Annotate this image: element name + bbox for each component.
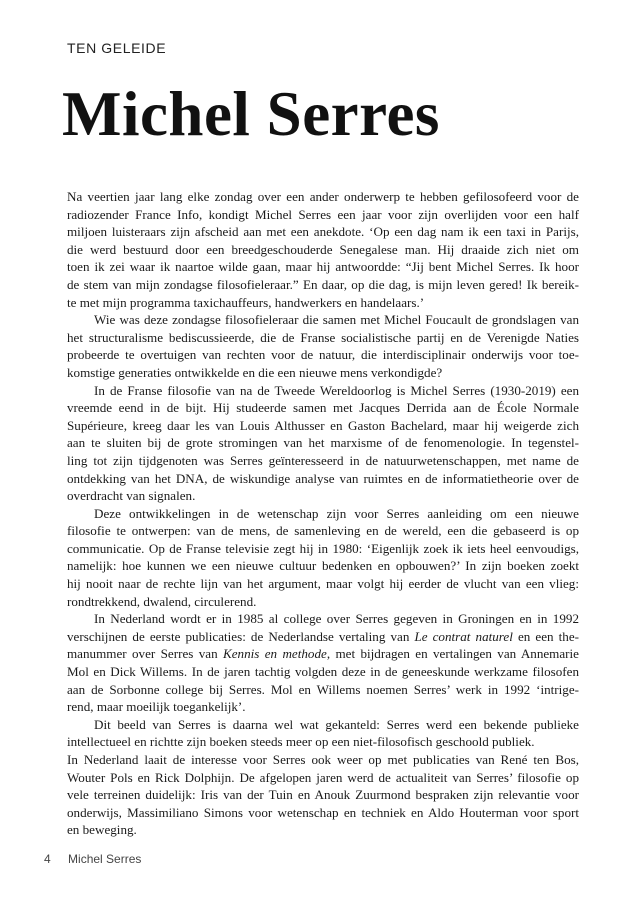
text-line: de stem van mijn zondagse filosofieleraar.” En daar, op die dag, is mijn leven gered! Ik bereik-: [67, 276, 579, 292]
text-line: In Nederland laait de interesse voor Serres ook weer op met publicaties van René ten Bos,: [67, 752, 579, 767]
text-line: communicatie. Op de Franse televisie zegt hij in 1980: ‘Eigenlijk zoek ik iets heel eenvoudigs,: [67, 540, 579, 556]
page-footer: [44, 852, 141, 866]
body-text: [67, 188, 579, 839]
text-line: filosofie te ontwerpen: van de mens, de samenleving en de wereld, een die gebaseerd is op: [67, 523, 579, 539]
text-line: onderwijs, Massimiliano Simons voor wetenschap en techniek en Aldo Houterman voor sport: [67, 804, 579, 820]
text-line: en beweging.: [67, 822, 137, 838]
text-line: rondtrekkend, dwalend, circulerend.: [67, 593, 257, 609]
text-line: verschijnen de eerste publicaties: de Nederlandse vertaling van Le contrat naturel en een the-: [67, 628, 579, 644]
text-line: vreemde eend in de bijt. Hij studeerde samen met Jacques Derrida aan de École Normale: [67, 400, 579, 416]
text-line: ontdekking van het DNA, de wiskundige analyse van ruimtes en de informatietheorie over de: [67, 470, 579, 486]
text-line: Wie was deze zondagse filosofieleraar die samen met Michel Foucault de grondslagen van: [94, 312, 579, 328]
text-line: overdracht van signalen.: [67, 488, 196, 504]
page-title: Michel Serres: [62, 79, 440, 149]
text-line: probeerde te overtuigen van rechten voor de natuur, die interdisciplinair onderwijs voor toe-: [67, 347, 579, 363]
section-label: TEN GELEIDE: [67, 40, 167, 56]
text-line: manummer over Serres van Kennis en methode, met bijdragen en vertalingen van Annemarie: [67, 646, 579, 662]
text-line: rend, maar moeilijk toegankelijk’.: [67, 699, 246, 715]
text-line: miljoen luisteraars zijn afscheid aan met een anekdote. ‘Op een dag nam ik een taxi in Parijs,: [67, 224, 579, 240]
text-line: intellectueel en richtte zijn boeken steeds meer op een niet-filosofisch geschoold publiek.: [67, 734, 535, 750]
text-line: Deze ontwikkelingen in de wetenschap zijn voor Serres aanleiding om een nieuwe: [94, 505, 579, 521]
text-line: te met mijn programma taxichauffeurs, handwerkers en handelaars.’: [67, 294, 425, 310]
running-title: Michel Serres: [68, 852, 142, 866]
text-line: aan de Sorbonne college bij Serres. Mol en Willems noemen Serres’ werk in 1992 ‘intrige-: [67, 681, 579, 697]
text-line: Supérieure, kreeg daar les van Louis Althusser en Gaston Bachelard, maar hij weigerde zich: [67, 417, 579, 433]
text-line: ling tot zijn tijdgenoten was Serres geïnteresseerd in de natuurwetenschappen, met name de: [67, 452, 579, 468]
text-line: radiozender France Info, kondigt Michel Serres een jaar voor zijn overlijden voor een half: [67, 206, 579, 222]
text-line: Mol en Dick Willems. In de jaren tachtig volgden deze in de geneeskunde werkzame filosofen: [67, 664, 579, 680]
text-line: toen ik zei waar ik naartoe wilde gaan, maar hij antwoordde: “Jij bent Michel Serres. Ik hoor: [67, 259, 579, 275]
text-line: Wouter Pols en Rick Dolphijn. De afgelopen jaren werd de actualiteit van Serres’ filosofie op: [67, 769, 579, 785]
page-number: 4: [44, 852, 51, 866]
text-line: komstige generaties ontwikkelde en die een nieuwe mens verkondigde?: [67, 364, 443, 380]
text-line: namelijk: hoe kunnen we een nieuwe cultuur bedenken en opbouwen?’ In zijn boeken zoekt: [67, 558, 579, 574]
text-line: vele terreinen duidelijk: Iris van der Tuin en Anouk Zuurmond bespraken zijn relevantie voor: [67, 787, 579, 803]
text-line: aan te sluiten bij de grote stromingen van het marxisme of de fenomenologie. In tegenstel-: [67, 435, 579, 451]
text-line: Dit beeld van Serres is daarna wel wat gekanteld: Serres werd een bekende publieke: [94, 716, 579, 732]
text-line: hij nooit naar de rechte lijn van het argument, maar volgt hij eerder de vlucht van een vlieg:: [67, 576, 579, 592]
text-line: In de Franse filosofie van na de Tweede Wereldoorlog is Michel Serres (1930-2019) een: [94, 382, 579, 398]
text-line: het structuralisme bediscussieerde, die de Franse socialistische partij en de Verenigde Naties: [67, 329, 579, 345]
text-line: In Nederland wordt er in 1985 al college over Serres gegeven in Groningen en in 1992: [94, 611, 579, 627]
text-line: die werd bestuurd door een breedgeschouderde Senegalese man. Hij draaide zich niet om: [67, 241, 579, 257]
text-line: Na veertien jaar lang elke zondag over een ander onderwerp te hebben gefilosofeerd voor de: [67, 189, 579, 204]
